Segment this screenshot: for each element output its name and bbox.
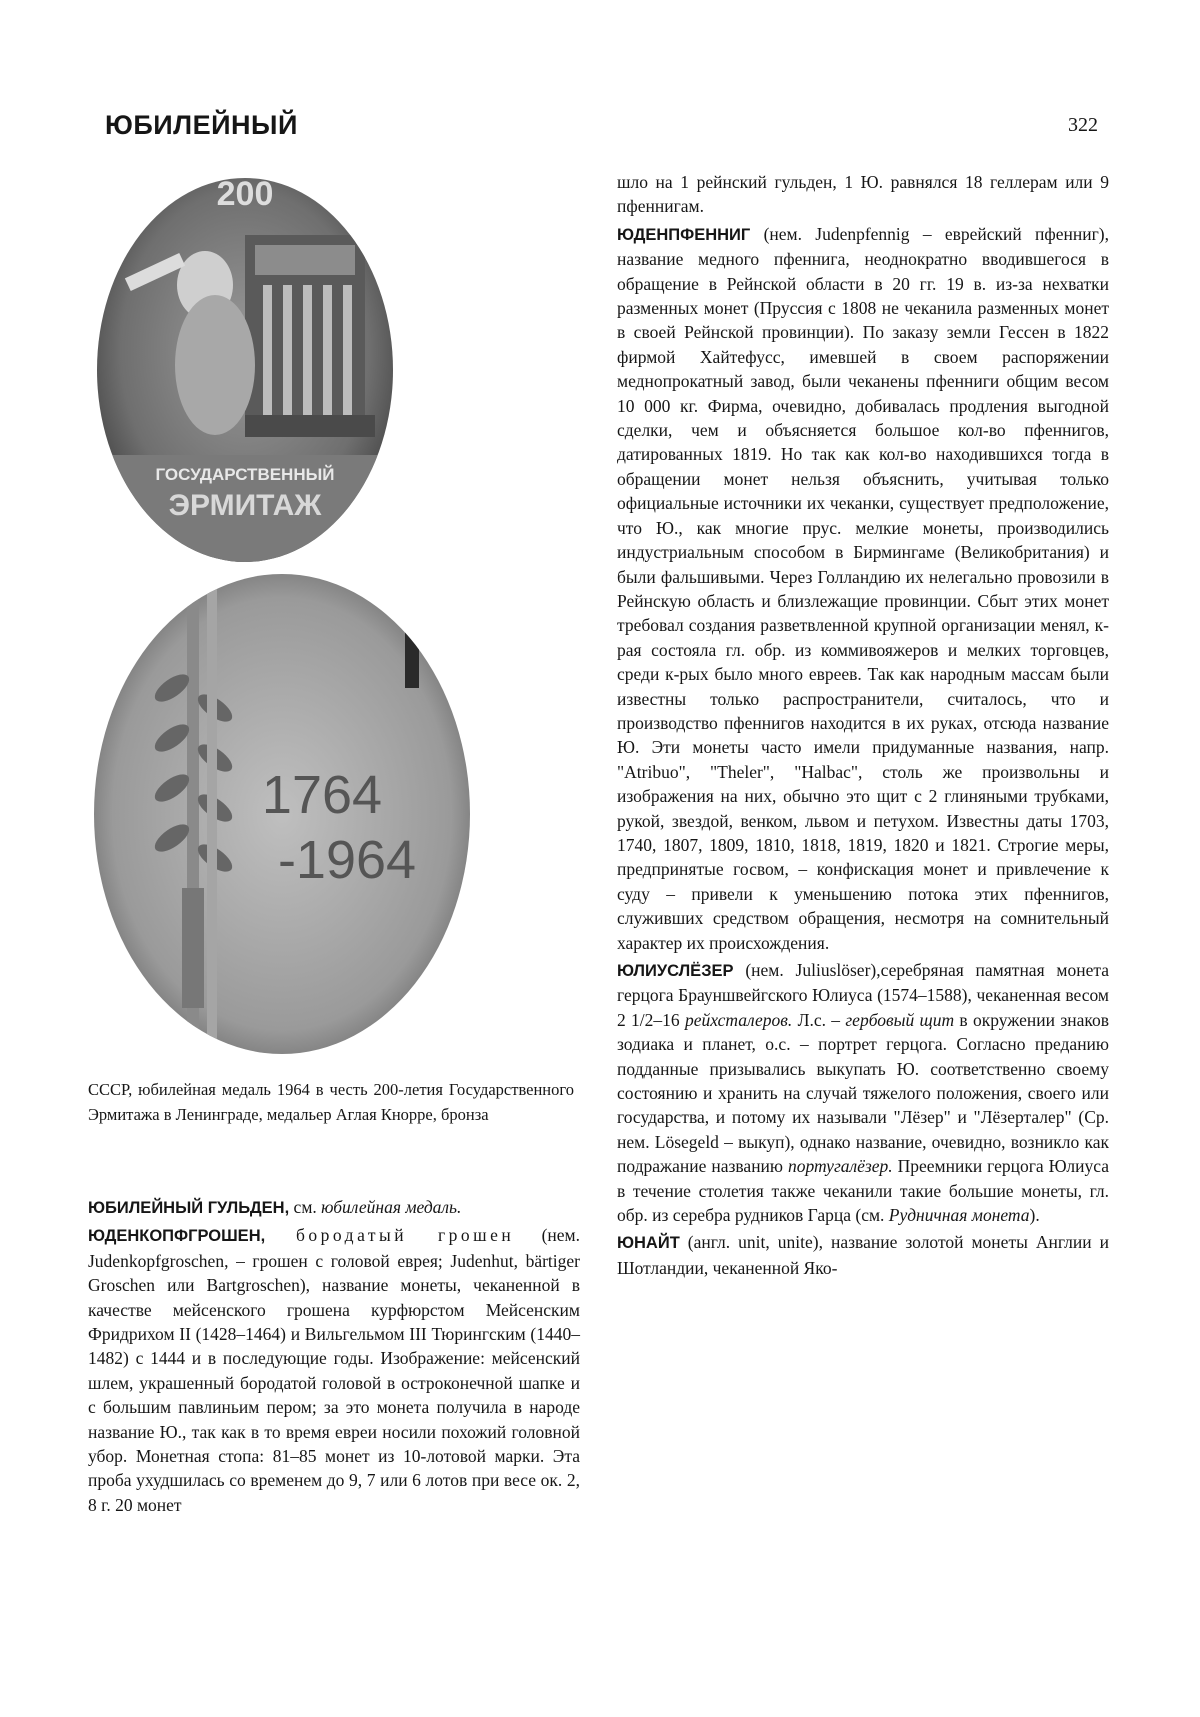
entry-text: Преемники герцога Юлиуса в течение столетия также чеканили такие большие монеты, гл. обр. из серебра рудников Гарца (см. bbox=[617, 1156, 1109, 1226]
medal-year-text: 200 bbox=[216, 175, 274, 213]
entry-continuation bbox=[617, 170, 1109, 219]
entry-juliusloeser bbox=[617, 958, 1109, 1227]
entry-yudenpfennig bbox=[617, 222, 1109, 955]
medal-reverse-photo bbox=[87, 568, 477, 1060]
medal-year-end: -1964 bbox=[277, 830, 417, 890]
cross-reference-link: рейхсталеров. bbox=[684, 1009, 793, 1030]
medal-inscription-top: ГОСУДАРСТВЕННЫЙ bbox=[155, 465, 335, 484]
entry-text: см. bbox=[289, 1197, 322, 1217]
entry-text: ). bbox=[1029, 1205, 1040, 1226]
entry-headword: ЮДЕНПФЕННИГ bbox=[617, 225, 751, 244]
cross-reference-link: португалёзер. bbox=[787, 1156, 893, 1177]
entry-unite bbox=[617, 1230, 1109, 1280]
entry-text: (нем. Judenpfennig – еврейский пфенниг), название медного пфеннига, неоднократно вводившегося в обращение в Рейнской области в 20 гг. 19 в. из-за нехватки разменных монет (Пруссия с 1808 не чеканила разменных монет в своей Рейнской провинции). По заказу земли Гессен в 1822 фирмой Хайтефусс, имевшей в своем распоряжении меднопрокатный завод, были чеканены пфенниги общим весом 10 000 кг. Фирма, очевидно, добивалась продления выгодной сделки, чем и объясняется большое кол-во пфеннигов, датированных 1819. Но так как кол-во находившихся тогда в обращении монет нельзя объяснить, учитывая только официальные источники их чеканки, существует предположение, что Ю., как многие прус. мелкие монеты, производились индустриальным способом в Бирмингаме (Великобритания) и были фальшивыми. Через Голландию их нелегально провозили в Рейнскую область и близлежащие провинции. Сбыт этих монет требовал создания разветвленной крупной организации менял, к-рая состояла гл. обр. из коммивояжеров и мелких торговцев, среди к-рых было много евреев. Так как народным массам были известны только распространители, считалось, что и производство пфеннигов находится в их руках, отсюда название Ю. Эти монеты часто имели придуманные названия, напр. "Atribuo", "Theler", "Halbac", столь же произвольны и изображения на них, обычно это щит с 2 глиняными трубками, рукой, звездой, венком, львом и петухом. Известны даты 1703, 1740, 1807, 1809, 1810, 1818, 1819, 1820 и 1821. Строгие меры, предпринятые госвом, – конфискация монет и привлечение к суду – привели к уменьшению потока этих пфеннигов, служивших средством обращения, несмотря на сомнительный характер их происхождения. bbox=[617, 223, 1109, 953]
cross-reference-link: Рудничная монета bbox=[888, 1205, 1030, 1226]
page-number: 322 bbox=[1068, 114, 1098, 136]
entry-headword: ЮЛИУСЛЁЗЕР bbox=[617, 962, 734, 980]
entry-text: (нем. Judenkopfgroschen, – грошен с головой еврея; Judenhut, bärtiger Groschen или Bartgroschen), название монеты, чеканенной в качестве мейсенского грошена курфюрстом Мейсенским Фридрихом II (1428–1464) и Вильгельмом III Тюрингским (1440–1482) с 1444 и в последующие годы. Изображение: мейсенский шлем, украшенный бородатой головой в остроконечной шапке и с большим павлиньим пером; за это монета получила в народе название Ю., так как в то время евреи носили похожий головной убор. Монетная стопа: 81–85 монет из 10-лотовой марки. Эта проба ухудшилась со временем до 9, 7 или 6 лотов при весе ок. 2, 8 г. 20 монет bbox=[88, 1225, 580, 1515]
entry-text: (нем. Juliuslöser),серебряная памятная монета герцога Брауншвейгского Юлиуса (1574–1588), чеканенная весом 2 1/2–16 bbox=[617, 960, 1109, 1030]
page-header-title: ЮБИЛЕЙНЫЙ bbox=[105, 110, 298, 140]
medal-obverse-photo bbox=[95, 175, 395, 565]
medal-year-start: 1764 bbox=[261, 765, 383, 825]
entry-text: Л.с. – bbox=[792, 1009, 846, 1030]
entry-headword: ЮДЕНКОПФГРОШЕН, bbox=[88, 1227, 266, 1246]
entry-yudenkopfgroschen bbox=[88, 1223, 580, 1517]
entry-headword: ЮНАЙТ bbox=[617, 1234, 680, 1253]
entry-subtitle: бородатый грошен bbox=[265, 1225, 515, 1246]
entry-text: в окружении знаков зодиака и планет, о.с. – портрет герцога. Согласно преданию подданные призывались выкупать Ю. соответственно своему состоянию и хранить на случай тяжелого положения, своего или государства, и потому их называли "Лёзер" и "Лёзерталер" (Ср. нем. Lösegeld – выкуп), однако название, очевидно, возникло как подражание названию bbox=[617, 1009, 1110, 1177]
right-column bbox=[617, 170, 1109, 1280]
medal-inscription-bottom: ЭРМИТАЖ bbox=[168, 489, 322, 522]
figure-caption: СССР, юбилейная медаль 1964 в честь 200-летия Государственного Эрмитажа в Ленинграде, медальер Аглая Кнорре, бронза bbox=[88, 1080, 574, 1124]
entry-text: шло на 1 рейнский гульден, 1 Ю. равнялся 18 геллерам или 9 пфеннигам. bbox=[617, 172, 1109, 217]
cross-reference-link: гербовый щит bbox=[845, 1009, 955, 1030]
entry-headword: ЮБИЛЕЙНЫЙ ГУЛЬДЕН, bbox=[88, 1199, 290, 1217]
entry-text: (англ. unit, unite), название золотой монеты Англии и Шотландии, чеканенной Яко- bbox=[617, 1232, 1109, 1278]
entry-yubileyny-gulden bbox=[88, 1195, 580, 1220]
cross-reference-link: юбилейная медаль. bbox=[321, 1197, 462, 1217]
left-column bbox=[88, 1195, 580, 1517]
